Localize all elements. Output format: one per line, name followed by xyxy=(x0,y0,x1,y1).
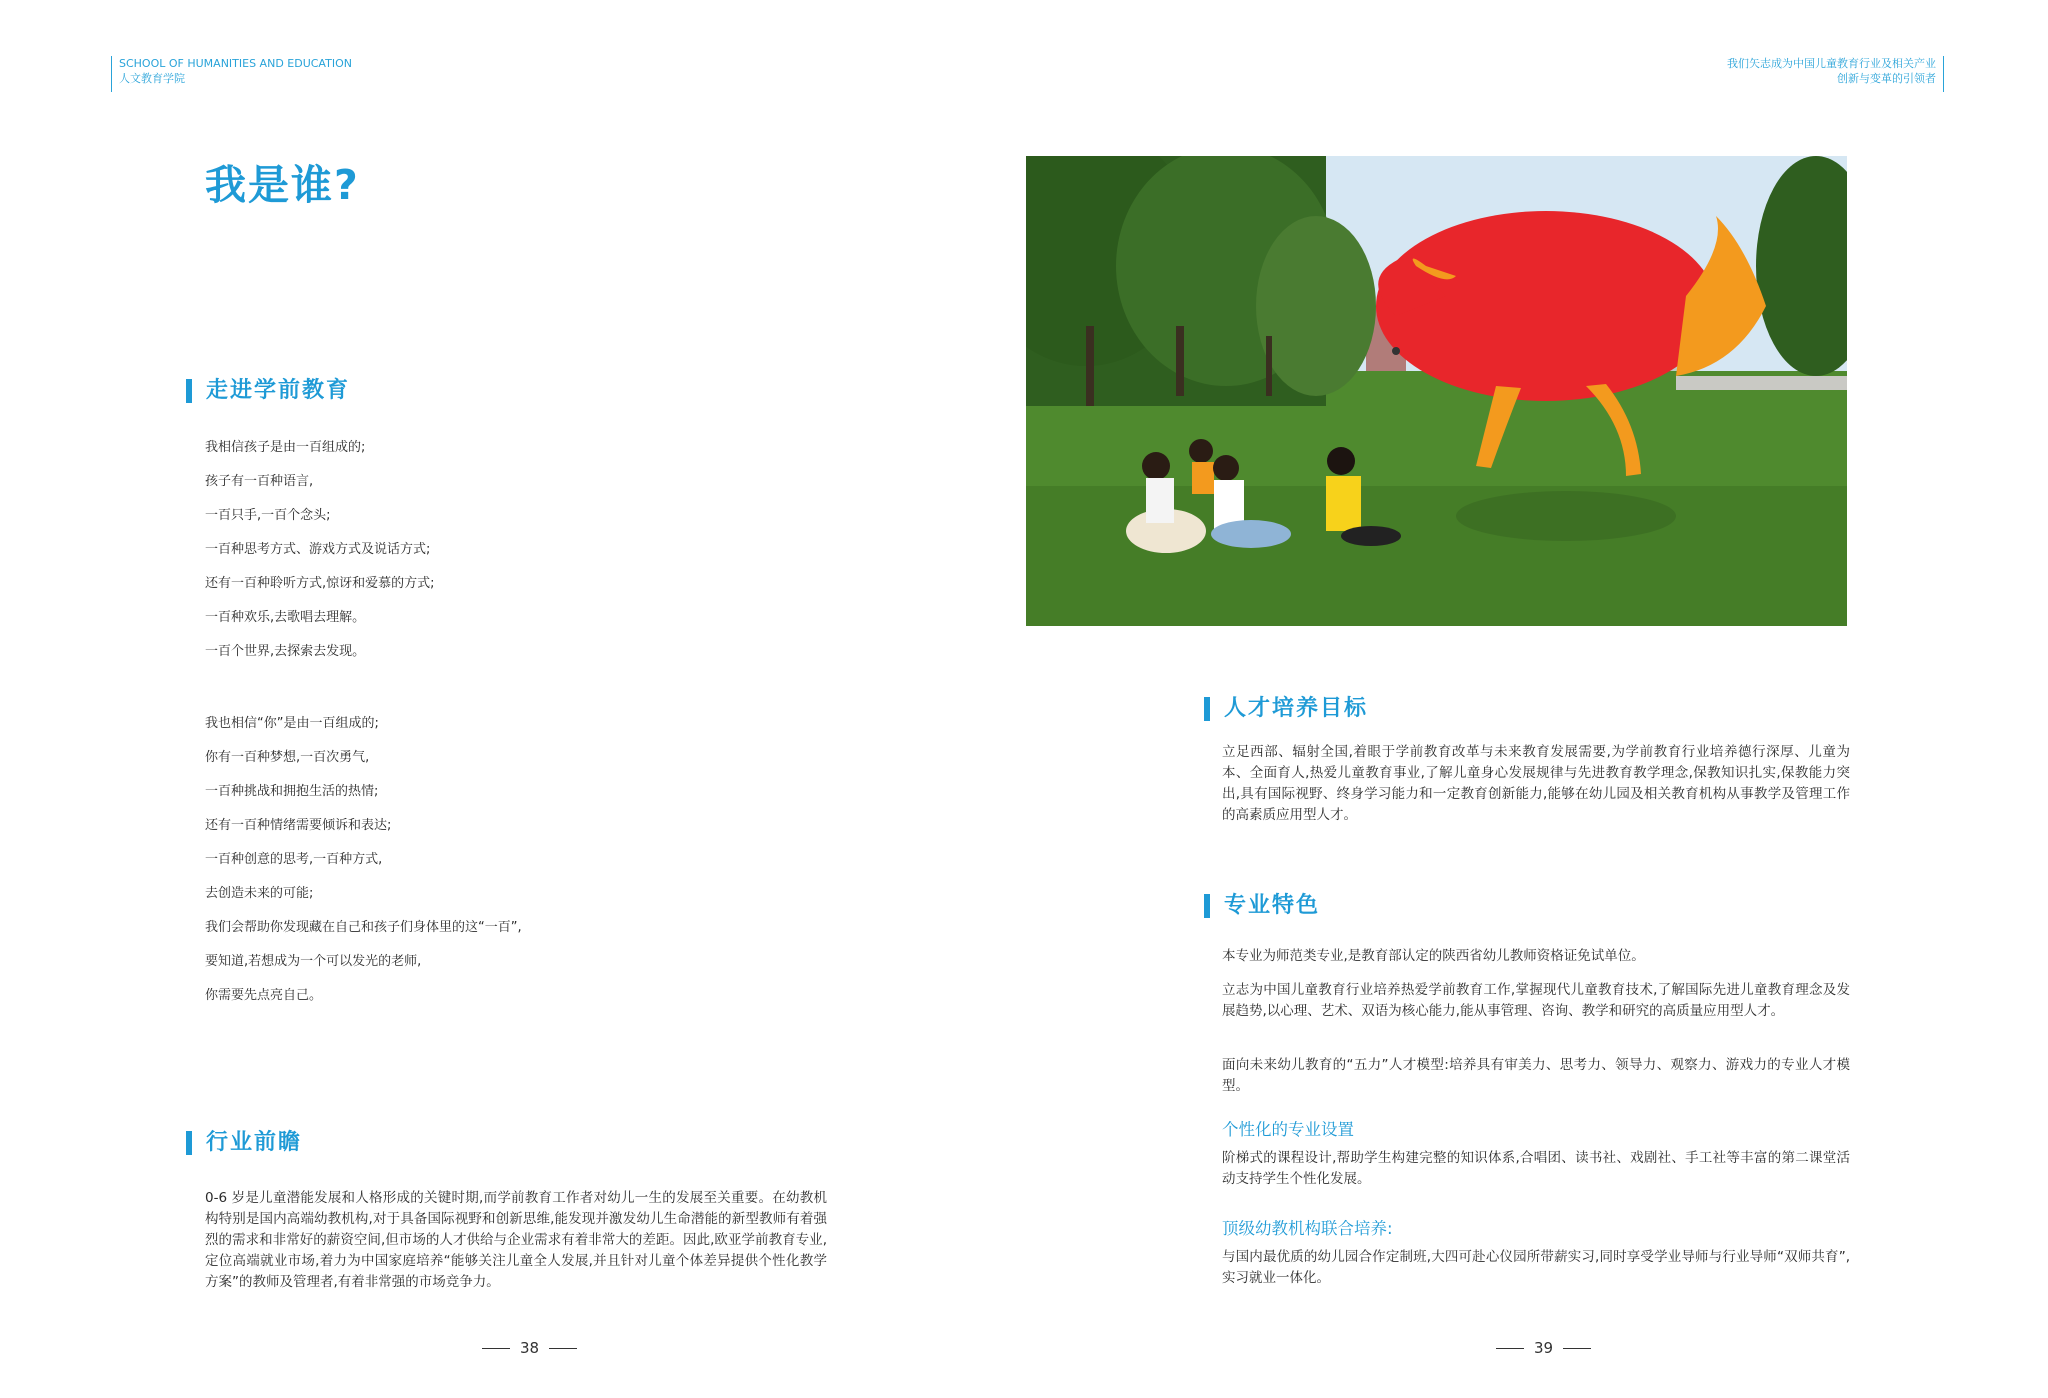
school-name-en: SCHOOL OF HUMANITIES AND EDUCATION xyxy=(119,57,352,70)
students-with-creature-photo xyxy=(1026,156,1847,626)
features-paragraph-1: 本专业为师范类专业,是教育部认定的陕西省幼儿教师资格证免试单位。 xyxy=(1222,948,1645,964)
poem-line: 去创造未来的可能; xyxy=(205,886,314,901)
poem-line: 孩子有一百种语言, xyxy=(205,474,314,489)
poem-line: 一百只手,一百个念头; xyxy=(205,508,331,523)
poem-stanza-1 xyxy=(205,431,625,669)
section-title-goals: 人才培养目标 xyxy=(1204,697,1368,721)
joint-training-paragraph: 与国内最优质的幼儿园合作定制班,大四可赴心仪园所带薪实习,同时享受学业导师与行业导师“双师共育”,实习就业一体化。 xyxy=(1222,1249,1850,1286)
school-name-cn: 人文教育学院 xyxy=(119,72,185,85)
page-number-text: 39 xyxy=(1534,1339,1554,1357)
subhead-personalized: 个性化的专业设置 xyxy=(1222,1120,1354,1139)
page-rule xyxy=(1563,1348,1591,1349)
poem-line: 一百种欢乐,去歌唱去理解。 xyxy=(205,610,366,625)
page-number-right xyxy=(1496,1339,1591,1357)
poem-line: 一百种创意的思考,一百种方式, xyxy=(205,852,383,867)
poem-line: 你有一百种梦想,一百次勇气, xyxy=(205,750,370,765)
poem-line: 我们会帮助你发现藏在自己和孩子们身体里的这“一百”, xyxy=(205,920,522,935)
page-number-left xyxy=(482,1339,577,1357)
subhead-joint-training: 顶级幼教机构联合培养: xyxy=(1222,1219,1393,1238)
poem-line: 要知道,若想成为一个可以发光的老师, xyxy=(205,954,422,969)
features-paragraph-3: 面向未来幼儿教育的“五力”人才模型:培养具有审美力、思考力、领导力、观察力、游戏力的专业人才模型。 xyxy=(1222,1057,1850,1094)
poem-line: 一百种思考方式、游戏方式及说话方式; xyxy=(205,542,431,557)
poem-line: 一百个世界,去探索去发现。 xyxy=(205,644,366,659)
poem-line: 我相信孩子是由一百组成的; xyxy=(205,440,366,455)
poem-line: 我也相信“你”是由一百组成的; xyxy=(205,716,379,731)
page-rule xyxy=(1496,1348,1524,1349)
features-paragraph-2: 立志为中国儿童教育行业培养热爱学前教育工作,掌握现代儿童教育技术,了解国际先进儿童教育理念及发展趋势,以心理、艺术、双语为核心能力,能从事管理、咨询、教学和研究的高质量应用型人才。 xyxy=(1222,982,1850,1019)
header-left xyxy=(111,56,352,92)
industry-paragraph: 0-6 岁是儿童潜能发展和人格形成的关键时期,而学前教育工作者对幼儿一生的发展至关重要。在幼教机构特别是国内高端幼教机构,对于具备国际视野和创新思维,能发现并激发幼儿生命潜能的新型教师有着强烈的需求和非常好的薪资空间,但市场的人才供给与企业需求有着非常大的差距。因此,欧亚学前教育专业,定位高端就业市场,着力为中国家庭培养“能够关注儿童全人发展,并且针对儿童个体差异提供个性化教学方案”的教师及管理者,有着非常强的市场竞争力。 xyxy=(205,1190,827,1290)
personalized-paragraph: 阶梯式的课程设计,帮助学生构建完整的知识体系,合唱团、读书社、戏剧社、手工社等丰富的第二课堂活动支持学生个性化发展。 xyxy=(1222,1150,1850,1187)
section-title-industry: 行业前瞻 xyxy=(186,1131,302,1155)
slogan-line-2: 创新与变革的引领者 xyxy=(1837,72,1936,85)
section-title-intro: 走进学前教育 xyxy=(186,379,350,403)
page-number-text: 38 xyxy=(520,1339,540,1357)
poem-line: 你需要先点亮自己。 xyxy=(205,988,323,1003)
page-rule xyxy=(482,1348,510,1349)
section-title-features: 专业特色 xyxy=(1204,894,1320,918)
poem-stanza-2 xyxy=(205,707,625,1013)
page-rule xyxy=(549,1348,577,1349)
poem-line: 还有一百种聆听方式,惊讶和爱慕的方式; xyxy=(205,576,435,591)
poem-line: 还有一百种情绪需要倾诉和表达; xyxy=(205,818,392,833)
photo-illustration xyxy=(1026,156,1847,626)
slogan-line-1: 我们矢志成为中国儿童教育行业及相关产业 xyxy=(1727,57,1936,70)
page-title: 我是谁? xyxy=(205,161,360,209)
poem-line: 一百种挑战和拥抱生活的热情; xyxy=(205,784,379,799)
header-right xyxy=(1727,56,1944,92)
goals-paragraph: 立足西部、辐射全国,着眼于学前教育改革与未来教育发展需要,为学前教育行业培养德行深厚、儿童为本、全面育人,热爱儿童教育事业,了解儿童身心发展规律与先进教育教学理念,保教知识扎实,保教能力突出,具有国际视野、终身学习能力和一定教育创新能力,能够在幼儿园及相关教育机构从事教学及管理工作的高素质应用型人才。 xyxy=(1222,744,1850,823)
